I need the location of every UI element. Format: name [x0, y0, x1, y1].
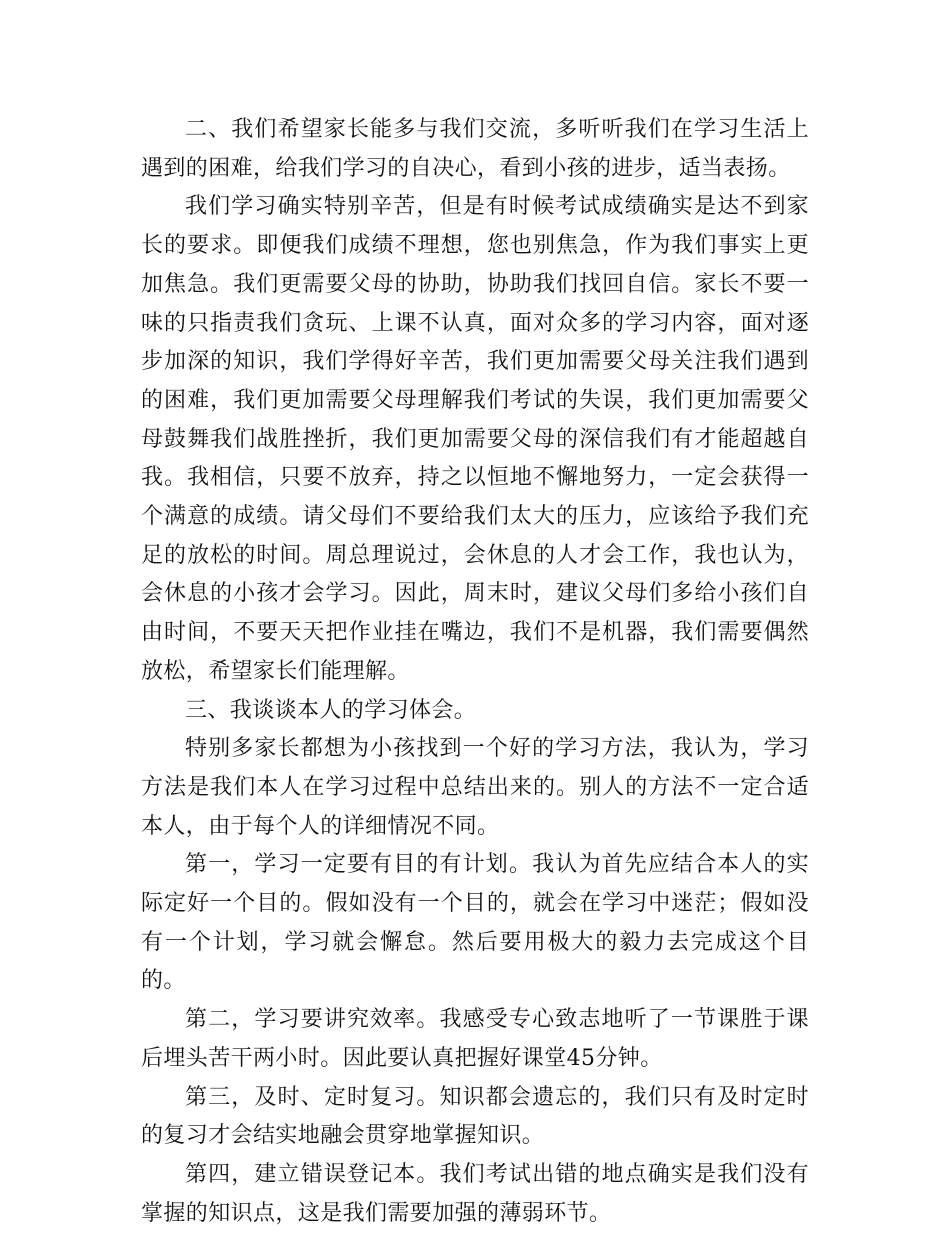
paragraph-point-two: 第二，学习要讲究效率。我感受专心致志地听了一节课胜于课后埋头苦干两小时。因此要认真把握好课堂45分钟。 — [141, 1007, 809, 1071]
paragraph-section-two: 二、我们希望家长能多与我们交流，多听听我们在学习生活上遇到的困难，给我们学习的自决心，看到小孩的进步，适当表扬。 — [141, 117, 809, 181]
paragraph-section-three: 三、我谈谈本人的学习体会。 — [185, 697, 477, 723]
paragraph-point-one: 第一，学习一定要有目的有计划。我认为首先应结合本人的实际定好一个目的。假如没有一个目的，就会在学习中迷茫；假如没有一个计划，学习就会懈怠。然后要用极大的毅力去完成这个目的。 — [141, 852, 809, 994]
paragraph-point-four: 第四，建立错误登记本。我们考试出错的地点确实是我们没有掌握的知识点，这是我们需要加强的薄弱环节。 — [141, 1161, 809, 1226]
document-body — [141, 111, 809, 1233]
paragraph-study-method: 特别多家长都想为小孩找到一个好的学习方法，我认为，学习方法是我们本人在学习过程中总结出来的。别人的方法不一定合适本人，由于每个人的详细情况不同。 — [141, 736, 809, 839]
paragraph-study-hardship: 我们学习确实特别辛苦，但是有时候考试成绩确实是达不到家长的要求。即便我们成绩不理想，您也别焦急，作为我们事实上更加焦急。我们更需要父母的协助，协助我们找回自信。家长不要一味的只指责我们贪玩、上课不认真，面对众多的学习内容，面对逐步加深的知识，我们学得好辛苦，我们更加需要父母关注我们遇到的困难，我们更加需要父母理解我们考试的失误，我们更加需要父母鼓舞我们战胜挫折，我们更加需要父母的深信我们有才能超越自我。我相信，只要不放弃，持之以恒地不懈地努力，一定会获得一个满意的成绩。请父母们不要给我们太大的压力，应该给予我们充足的放松的时间。周总理说过，会休息的人才会工作，我也认为，会休息的小孩才会学习。因此，周末时，建议父母们多给小孩们自由时间，不要天天把作业挂在嘴边，我们不是机器，我们需要偶然放松，希望家长们能理解。 — [141, 194, 809, 684]
paragraph-point-three: 第三，及时、定时复习。知识都会遗忘的，我们只有及时定时的复习才会结实地融会贯穿地掌握知识。 — [141, 1084, 809, 1149]
